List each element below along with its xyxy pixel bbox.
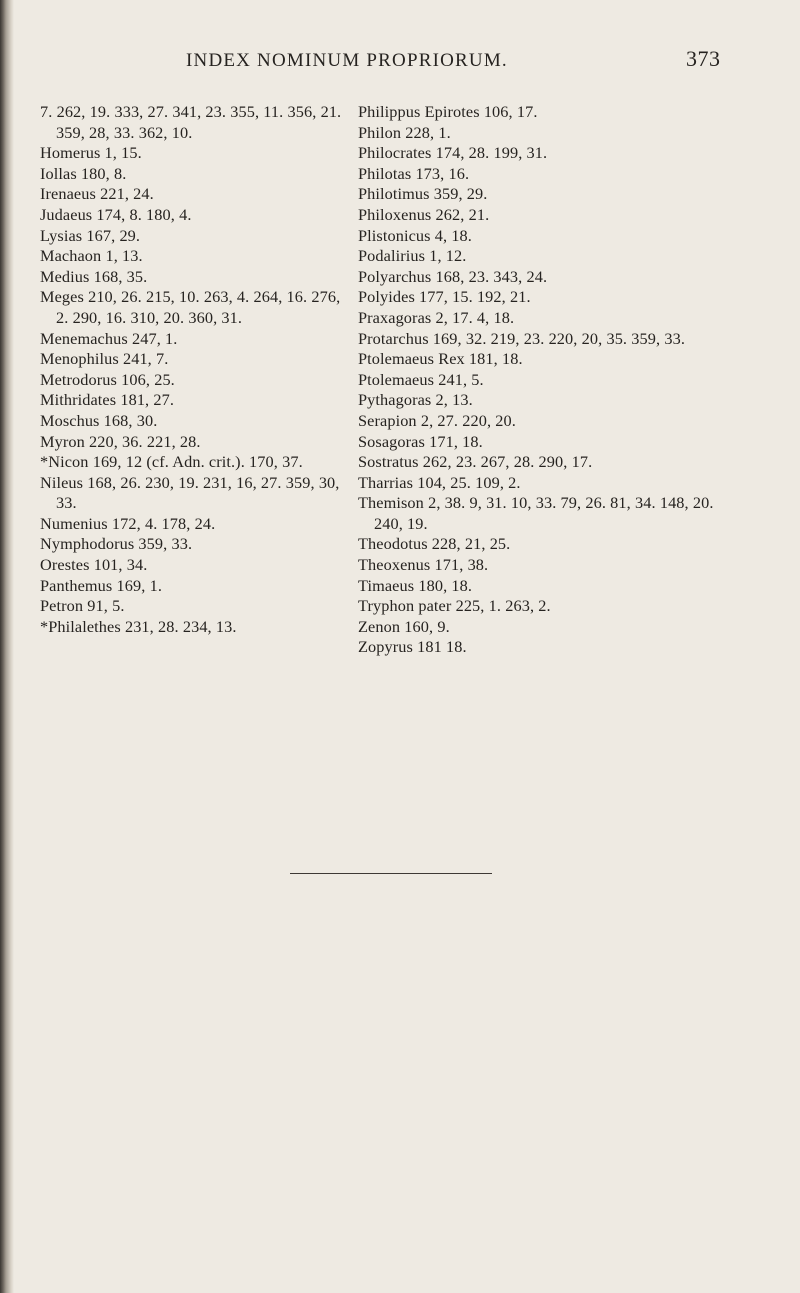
index-entry: Iollas 180, 8. <box>40 163 127 183</box>
running-head <box>0 44 800 74</box>
index-entry: 7. 262, 19. 333, 27. 341, 23. 355, 11. 356, 21. 359, 28, 33. 362, 10. <box>40 102 342 142</box>
index-entry: Philippus Epirotes 106, 17. <box>358 102 538 121</box>
index-entry: Zopyrus 181 18. <box>358 637 467 657</box>
index-entry: Theoxenus 171, 38. <box>358 555 489 575</box>
index-entry: Serapion 2, 27. 220, 20. <box>358 410 516 430</box>
bottom-rule-divider <box>290 873 492 874</box>
index-entry: Sosagoras 171, 18. <box>358 431 483 451</box>
page-number: 373 <box>686 46 721 71</box>
index-entry: Judaeus 174, 8. 180, 4. <box>40 204 192 224</box>
index-entry: Philon 228, 1. <box>358 122 451 142</box>
index-entry: Lysias 167, 29. <box>40 225 141 245</box>
index-entry: Homerus 1, 15. <box>40 143 142 163</box>
index-entry: Ptolemaeus 241, 5. <box>358 369 484 389</box>
index-entry: Polyarchus 168, 23. 343, 24. <box>358 266 548 286</box>
index-entry: Tryphon pater 225, 1. 263, 2. <box>358 596 551 616</box>
index-entry: Meges 210, 26. 215, 10. 263, 4. 264, 16. 276, 2. 290, 16. 310, 20. 360, 31. <box>40 287 341 327</box>
index-entry: Nymphodorus 359, 33. <box>40 534 193 554</box>
index-entry: Nileus 168, 26. 230, 19. 231, 16, 27. 359, 30, 33. <box>40 472 340 513</box>
page-title: INDEX NOMINUM PROPRIORUM. <box>186 50 508 71</box>
index-entry: Menemachus 247, 1. <box>40 328 178 348</box>
index-entry: Philoxenus 262, 21. <box>358 204 490 224</box>
index-entry: Plistonicus 4, 18. <box>358 225 472 245</box>
index-entry: Petron 91, 5. <box>40 596 125 616</box>
index-entry: Praxagoras 2, 17. 4, 18. <box>358 307 515 327</box>
index-entry: Philocrates 174, 28. 199, 31. <box>358 143 548 163</box>
index-entry: Machaon 1, 13. <box>40 246 143 266</box>
index-entry: Irenaeus 221, 24. <box>40 184 154 204</box>
index-entry: Orestes 101, 34. <box>40 555 148 575</box>
index-entry: Numenius 172, 4. 178, 24. <box>40 513 216 533</box>
index-entry: Timaeus 180, 18. <box>358 575 473 595</box>
index-entry: Moschus 168, 30. <box>40 410 158 430</box>
index-entry: Myron 220, 36. 221, 28. <box>40 431 201 451</box>
index-entry: Panthemus 169, 1. <box>40 575 162 595</box>
page-spine-shadow <box>0 0 14 1293</box>
index-entry: Protarchus 169, 32. 219, 23. 220, 20, 35. 359, 33. <box>358 328 685 348</box>
index-entry: *Philalethes 231, 28. 234, 13. <box>40 616 237 636</box>
index-entry: Medius 168, 35. <box>40 266 148 286</box>
index-entry: Metrodorus 106, 25. <box>40 369 175 389</box>
index-column-left <box>40 102 350 637</box>
index-entry: Tharrias 104, 25. 109, 2. <box>358 472 521 492</box>
index-entry: Menophilus 241, 7. <box>40 349 169 369</box>
index-entry: Mithridates 181, 27. <box>40 390 175 410</box>
index-entry: Themison 2, 38. 9, 31. 10, 33. 79, 26. 81, 34. 148, 20. 240, 19. <box>358 493 714 533</box>
index-entry: Ptolemaeus Rex 181, 18. <box>358 349 523 369</box>
index-entry: Theodotus 228, 21, 25. <box>358 534 511 554</box>
index-entry: Philotas 173, 16. <box>358 163 470 183</box>
index-entry: Sostratus 262, 23. 267, 28. 290, 17. <box>358 452 593 472</box>
index-entry: Podalirius 1, 12. <box>358 246 467 266</box>
index-entry: Philotimus 359, 29. <box>358 184 488 204</box>
index-column-right <box>358 102 728 658</box>
index-entry: Zenon 160, 9. <box>358 616 450 636</box>
index-entry: *Nicon 169, 12 (cf. Adn. crit.). 170, 37. <box>40 452 303 472</box>
index-entry: Polyides 177, 15. 192, 21. <box>358 287 531 307</box>
index-entry: Pythagoras 2, 13. <box>358 390 473 410</box>
